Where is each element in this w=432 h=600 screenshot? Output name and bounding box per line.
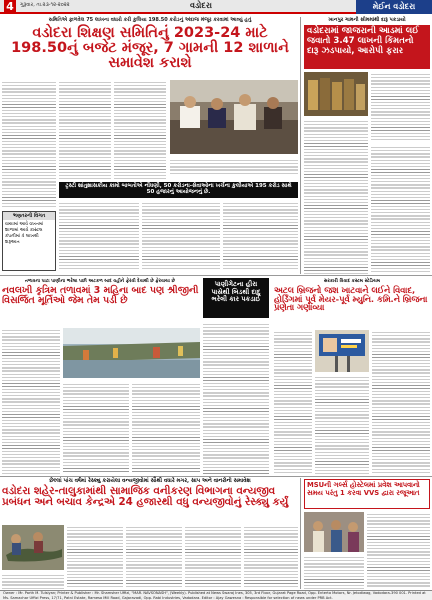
lead-body-col-4 — [59, 201, 139, 271]
edition-city: વડોદરા — [190, 1, 212, 10]
bottom-body-col-1 — [67, 525, 123, 589]
lead-body-under-photo — [170, 158, 298, 174]
lead-photo — [170, 80, 298, 154]
second-body-col-2 — [63, 382, 129, 474]
lead-sidebox-text: વાયામાં આવે વખતમાં શાળામાં આવે કાસ્ટલ કંપનીમાં 4 લાખથી શરૂઆત — [5, 222, 44, 245]
lead-body-col-5 — [142, 201, 220, 271]
mid-headline: પાણીગેટના હીરા પાસેથી બિડથી દાદુ ભરેલી કાર પકડાઈ — [211, 280, 261, 304]
bottom-kicker: છેલ્લાં પાંચ વર્ષમાં રેસ્ક્યુ કરાયેલા વન્યજીવોમાં સૌથી વધારે મગર, સાપ અને વાનરોનો સમાવેશ — [49, 478, 251, 484]
page-number: 4 — [4, 0, 16, 14]
bottom-photo-crocodile — [2, 525, 64, 570]
imprint-line: Owner : Mr. Parth M. Tulsiyan; Printer & Publisher : Mr. Shamsher Uffizi, "MAR. NAVSONASH", (Weekly). Published at News Swaraj Ines, 305, 3rd Floor, Gujarat Page Road, Opp. Enterta Motors, Nr. Jetodiwag, Vadodara-390 001. Printed at Ms. Samachar Uffizi Press, 17/71, Patni Estate, Ramesa Mill Road, Gajaravadi, Opp. Rabi Industries, Vadodara. Editor : Ajay Gawesna : Responsible for selection of news under PRB Act. — [0, 590, 432, 600]
mid-body — [203, 322, 269, 474]
section-label: મેઈન વડોદરા — [356, 0, 432, 14]
lead-body-col-3 — [114, 80, 166, 180]
bottom-body-col-2 — [126, 525, 182, 589]
lead-kicker: સમિતિએ ફાળવેલ 75 લાખના વધારો કરી કુલિયા 198.50 કરોડનું અંદાજ મંજૂર કરવામાં આવ્યું હતું — [48, 17, 252, 23]
right-body-col-1 — [371, 72, 430, 142]
bottom-body-col-4 — [244, 525, 298, 589]
section-divider-2 — [0, 476, 432, 477]
third-body-col-3 — [372, 330, 430, 474]
lead-body-col-1 — [2, 80, 56, 208]
second-body-col-1 — [2, 328, 60, 474]
lead-body-col-2 — [59, 80, 111, 180]
right-body-col-3 — [371, 145, 430, 274]
right-headline: વડોદરામાં જાજરાની આડમાં લઈ જવાતો 3.47 લાખની કિંમતનો દારૂ ઝડપાયો, આરોપી ફરાર — [307, 26, 419, 56]
third-body-col-2 — [315, 375, 369, 474]
right-headline-box — [304, 25, 430, 69]
second-kicker: તળાવના પાટા પાણીના ભરેલા પછી અટકળ બાદ વહીને ફેરવી દેવાથી છે ફેરવાયા છે — [24, 279, 176, 284]
bottom-headline: વડોદરા શહેર-તાલુકામાંથી સામાજિક વનીકરણ વિભાગના વન્યજીવ પ્રબંધન અને બચાવ કેન્દ્રએ 24 હજારથી વધુ વન્યજીવોનું રેસ્ક્યુ કર્યું — [2, 485, 289, 508]
bottom-body-col-3 — [185, 525, 241, 589]
section-divider-1 — [0, 275, 432, 276]
lead-sidebox — [2, 211, 56, 271]
lead-body-col-6 — [223, 201, 298, 271]
second-body-col-3 — [132, 382, 200, 474]
bottom-body-col-0 — [2, 573, 64, 589]
msu-headline: MSUની ગર્લ્સ હોસ્ટેલમાં પ્રવેશ આપવાનો સમય પરંતુ 1 કરવા VVS દ્વારા રજૂઆત — [307, 481, 420, 498]
lead-photo-caption-bar — [59, 182, 298, 198]
lead-sidebox-title: ભણતરની વિગત — [3, 212, 55, 220]
right-body-col-2 — [304, 119, 368, 274]
bottom-column-divider — [300, 478, 301, 589]
right-kicker: ખાનપુર ગામની સીમમાંથી દારૂ પકડાયો — [328, 17, 406, 23]
mid-headline-box — [203, 278, 269, 318]
third-headline: અટલ બ્રિજનો જશ ખાટવાને લઈને વિવાદ, હોર્ડિંગમાં પૂર્વ મેયર-પૂર્વ મ્યુનિ. કમિ.ને બ્રિજના પ્રણેતા ગણાવ્યા — [274, 285, 428, 313]
msu-photo — [304, 512, 364, 552]
column-divider — [300, 17, 301, 274]
issue-date: ગુરૂવાર, તા.૨૩-૧૨-૨૦૨૨ — [20, 2, 70, 8]
third-photo-hoarding — [315, 330, 369, 372]
second-photo-lake — [63, 328, 200, 378]
third-body-col-1 — [274, 330, 312, 474]
lead-photo-caption: ટ્રસ્ટી શાંતુશાસકીય કામો બાબતોએ નોંધણી, 50 કરોડના-સેવાઓના ખર્ચના કુલીયાએ 195 કરોડ સાથે 50 હજારનું આયોજનનું છે. — [65, 183, 292, 196]
third-kicker: સરકારી વિવાદ કસ્ટમ સ્ટેડિયમ — [323, 279, 381, 284]
lead-headline: વડોદરા શિક્ષણ સમિતિનું 2023-24 માટે 198.50નું બજેટ મંજૂર, 7 ગામની 12 શાળાને સમાવેશ કરાશે — [11, 25, 289, 72]
msu-headline-box — [304, 479, 430, 509]
msu-body-col-1 — [367, 512, 430, 589]
right-photo-liquor — [304, 72, 368, 116]
second-headline: નવલખી કૃત્રિમ તળાવમાં 3 મહિના બાદ પણ શ્રીજીની વિસર્જિત મૂર્તિઓ જેમ તેમ પડી છે — [2, 285, 199, 306]
msu-body-col-2 — [304, 555, 364, 589]
